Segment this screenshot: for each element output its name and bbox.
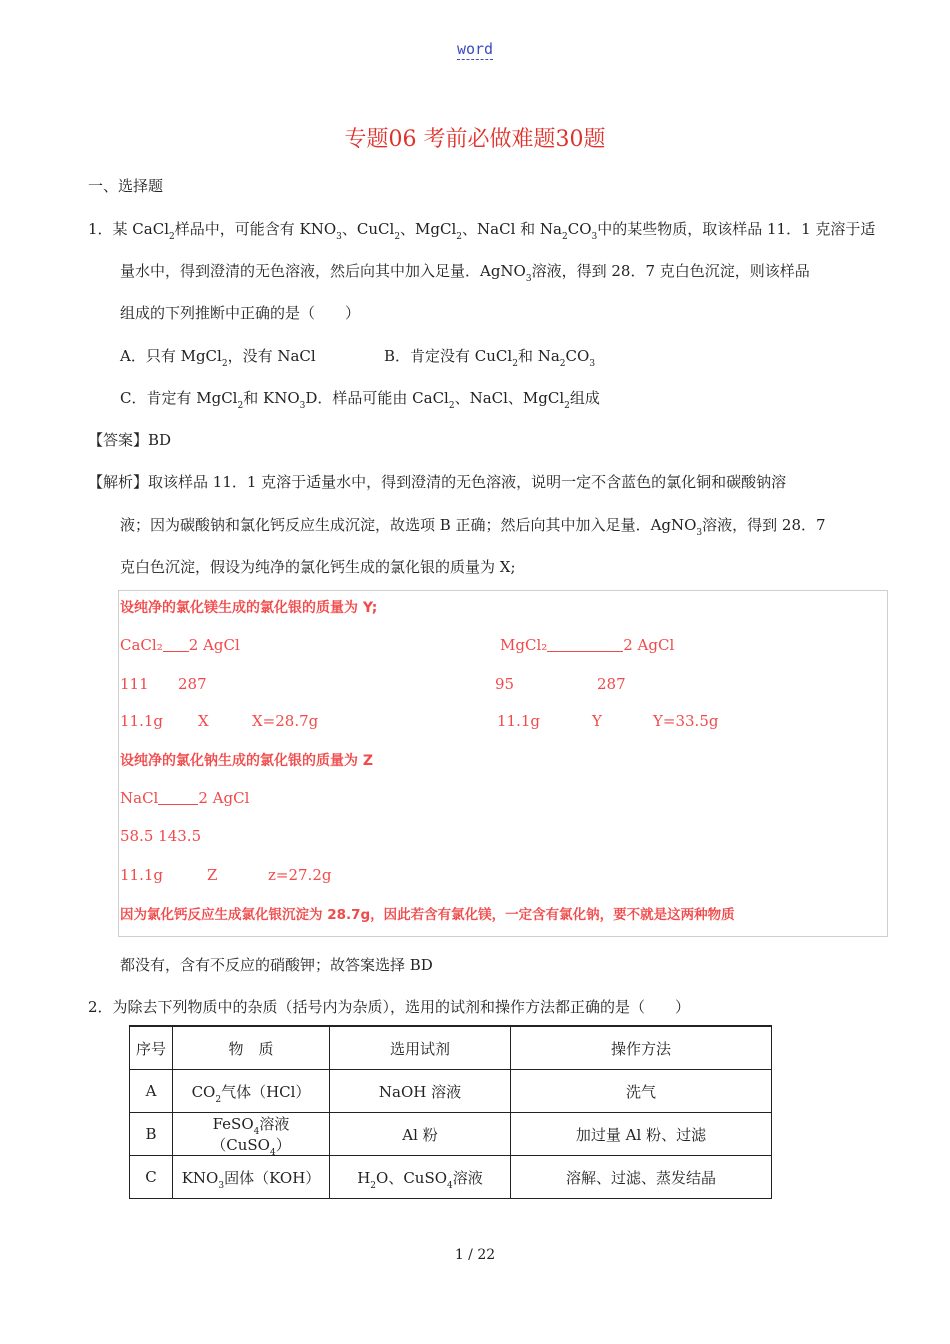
answer-value: BD (148, 431, 172, 449)
q1-options-c-d: C．肯定有 MgCl$_2$和 $KNO_3D$．样品可能由 CaCl$_2$、NaCl、MgCl$_2$组成 (120, 389, 600, 411)
calc-cacl2-equation: CaCl₂ 2 AgCl (120, 636, 240, 654)
calc-mgcl2-molar-2: 287 (597, 675, 626, 693)
analysis-line-2: 液；因为碳酸钠和氯化钙反应生成沉淀，故选项 B 正确；然后向其中加入足量．AgNO$_3$溶液，得到 28．7 (120, 516, 826, 538)
document-title: 专题06 考前必做难题30题 (344, 127, 606, 152)
q1-stem-line-3: 组成的下列推断中正确的是（ ） (120, 304, 361, 322)
answer-label: 【答案】 (88, 431, 149, 449)
calc-nacl-assumption: 设纯净的氯化钠生成的氯化银的质量为 Z (120, 753, 374, 769)
calc-conclusion: 因为氯化钙反应生成氯化银沉淀为 28.7g，因此若含有氯化镁，一定含有氯化钠，要不就是这两种物质 (120, 907, 735, 923)
calc-mgcl2-result: Y=33.5g (653, 712, 719, 730)
calc-nacl-molar: 58.5 143.5 (120, 827, 202, 845)
calc-nacl-equation: NaCl 2 AgCl (120, 789, 250, 807)
calc-cacl2-mass: 11.1g (120, 712, 164, 730)
th-substance: 物 质 (173, 1026, 330, 1070)
calc-cacl2-molar-1: 111 (120, 675, 149, 693)
calc-nacl-mass: 11.1g (120, 866, 164, 884)
table-row: C $KNO_3$固体（KOH） $H_2O$、CuSO$_4$溶液 溶解、过滤、蒸发结晶 (130, 1156, 772, 1199)
analysis-line-1: 【解析】取该样品 11．1 克溶于适量水中，得到澄清的无色溶液，说明一定不含蓝色的氯化铜和碳酸钠溶 (88, 473, 787, 491)
calc-mgcl-assumption: 设纯净的氯化镁生成的氯化银的质量为 Y; (120, 600, 378, 616)
q2-options-table (129, 1025, 772, 1199)
page-number: 1 / 22 (454, 1247, 496, 1263)
answer-line (88, 430, 171, 450)
q1-stem-line-1: 1．某 CaCl$_2$样品中，可能含有 $KNO_3$、CuCl$_2$、MgCl$_2$、NaCl 和 $Na_2CO_3$中的某些物质，取该样品 11．1 克溶于适 (88, 220, 876, 242)
q1-option-b: B．肯定没有 CuCl$_2$和 $Na_2CO_3$ (384, 347, 596, 369)
analysis-label: 【解析】 (88, 473, 149, 491)
table-row: B FeSO$_4$溶液（CuSO$_4$） Al 粉 加过量 Al 粉、过滤 (130, 1113, 772, 1156)
th-reagent: 选用试剂 (330, 1026, 511, 1070)
th-index: 序号 (130, 1026, 173, 1070)
calc-cacl2-molar-2: 287 (178, 675, 207, 693)
th-method: 操作方法 (511, 1026, 772, 1070)
q1-stem-line-2: 量水中，得到澄清的无色溶液，然后向其中加入足量．AgNO$_3$溶液，得到 28．7 克白色沉淀，则该样品 (120, 262, 810, 284)
analysis-after: 都没有，含有不反应的硝酸钾；故答案选择 BD (120, 956, 433, 974)
table-row: A $CO_2$气体（HCl） NaOH 溶液 洗气 (130, 1070, 772, 1113)
calc-mgcl2-unknown: Y (592, 712, 602, 730)
section-heading: 一、选择题 (88, 177, 164, 195)
calc-nacl-result: z=27.2g (268, 866, 332, 884)
calc-mgcl2-molar-1: 95 (495, 675, 515, 693)
calc-mgcl2-equation: MgCl₂ 2 AgCl (500, 636, 675, 654)
header-word-link[interactable]: word (456, 40, 494, 58)
calc-cacl2-result: X=28.7g (252, 712, 319, 730)
calc-nacl-unknown: Z (207, 866, 218, 884)
analysis-line-3: 克白色沉淀，假设为纯净的氯化钙生成的氯化银的质量为 X; (120, 558, 516, 576)
calc-cacl2-unknown: X (198, 712, 209, 730)
table-header-row (130, 1026, 772, 1070)
q2-stem: 2．为除去下列物质中的杂质（括号内为杂质），选用的试剂和操作方法都正确的是（ ） (88, 998, 691, 1016)
calc-mgcl2-mass: 11.1g (497, 712, 541, 730)
q1-option-a: A．只有 MgCl$_2$，没有 NaCl (120, 347, 316, 369)
